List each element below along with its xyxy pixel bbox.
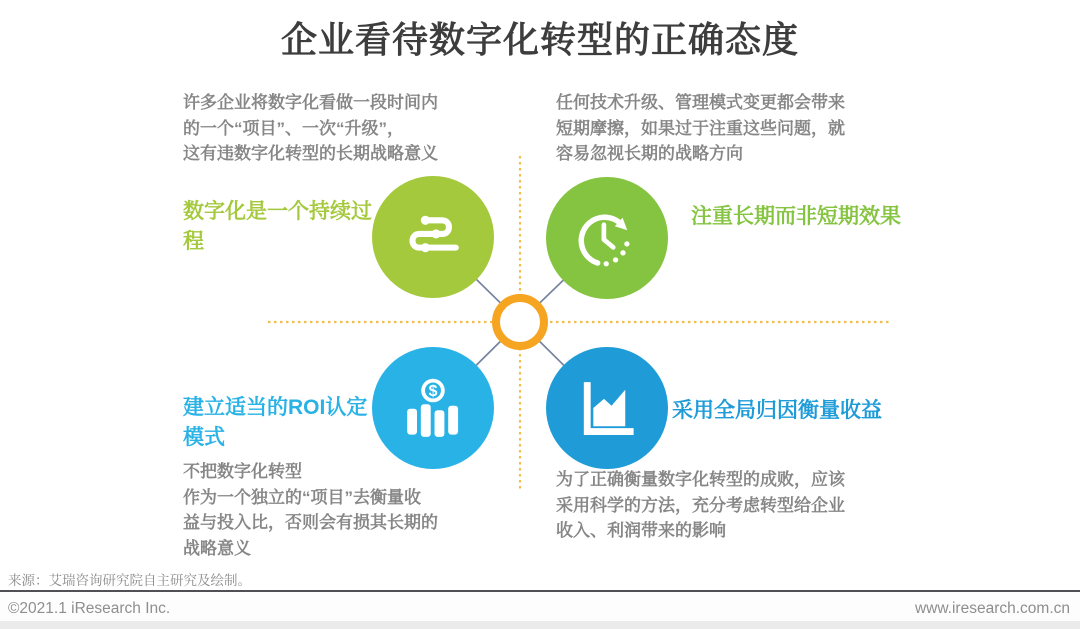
center-hub-ring [492,294,548,350]
page-title: 企业看待数字化转型的正确态度 [280,19,799,60]
bottom-right-description: 为了正确衡量数字化转型的成败，应该 采用科学的方法，充分考虑转型给企业 收入、利润带来的影响 [556,470,845,540]
winding-path-icon [395,199,471,275]
bottom-left-label: 建立适当的ROI认定模式 [183,396,368,450]
svg-text:$: $ [428,383,438,401]
area-chart-icon [569,370,645,446]
top-right-description: 任何技术升级、管理模式变更都会带来 短期摩擦，如果过于注重这些问题，就 容易忽视长期的战略方向 [556,93,845,163]
bottom-right-label: 采用全局归因衡量收益 [672,399,882,422]
footer-bottom-strip [0,621,1080,629]
top-right-label: 注重长期而非短期效果 [691,205,901,228]
bottom-left-description: 不把数字化转型 作为一个独立的“项目”去衡量收 益与投入比，否则会有损其长期的 战略意义 [183,462,438,558]
copyright-text: ©2021.1 iResearch Inc. [8,600,171,617]
website-text: www.iresearch.com.cn [914,600,1070,617]
top-left-label: 数字化是一个持续过程 [183,200,372,254]
top-left-description: 许多企业将数字化看做一段时间内 的一个“项目”、一次“升级”， 这有违数字化转型的长期战略意义 [183,93,438,163]
attribution-bubble [546,347,668,469]
source-note: 来源：艾瑞咨询研究院自主研究及绘制。 [8,573,251,588]
roi-bubble [372,347,494,469]
continuous-process-bubble [372,176,494,298]
dollar-bar-chart-icon [395,370,471,446]
clock-arrow-icon [568,199,646,277]
long-term-bubble [546,177,668,299]
